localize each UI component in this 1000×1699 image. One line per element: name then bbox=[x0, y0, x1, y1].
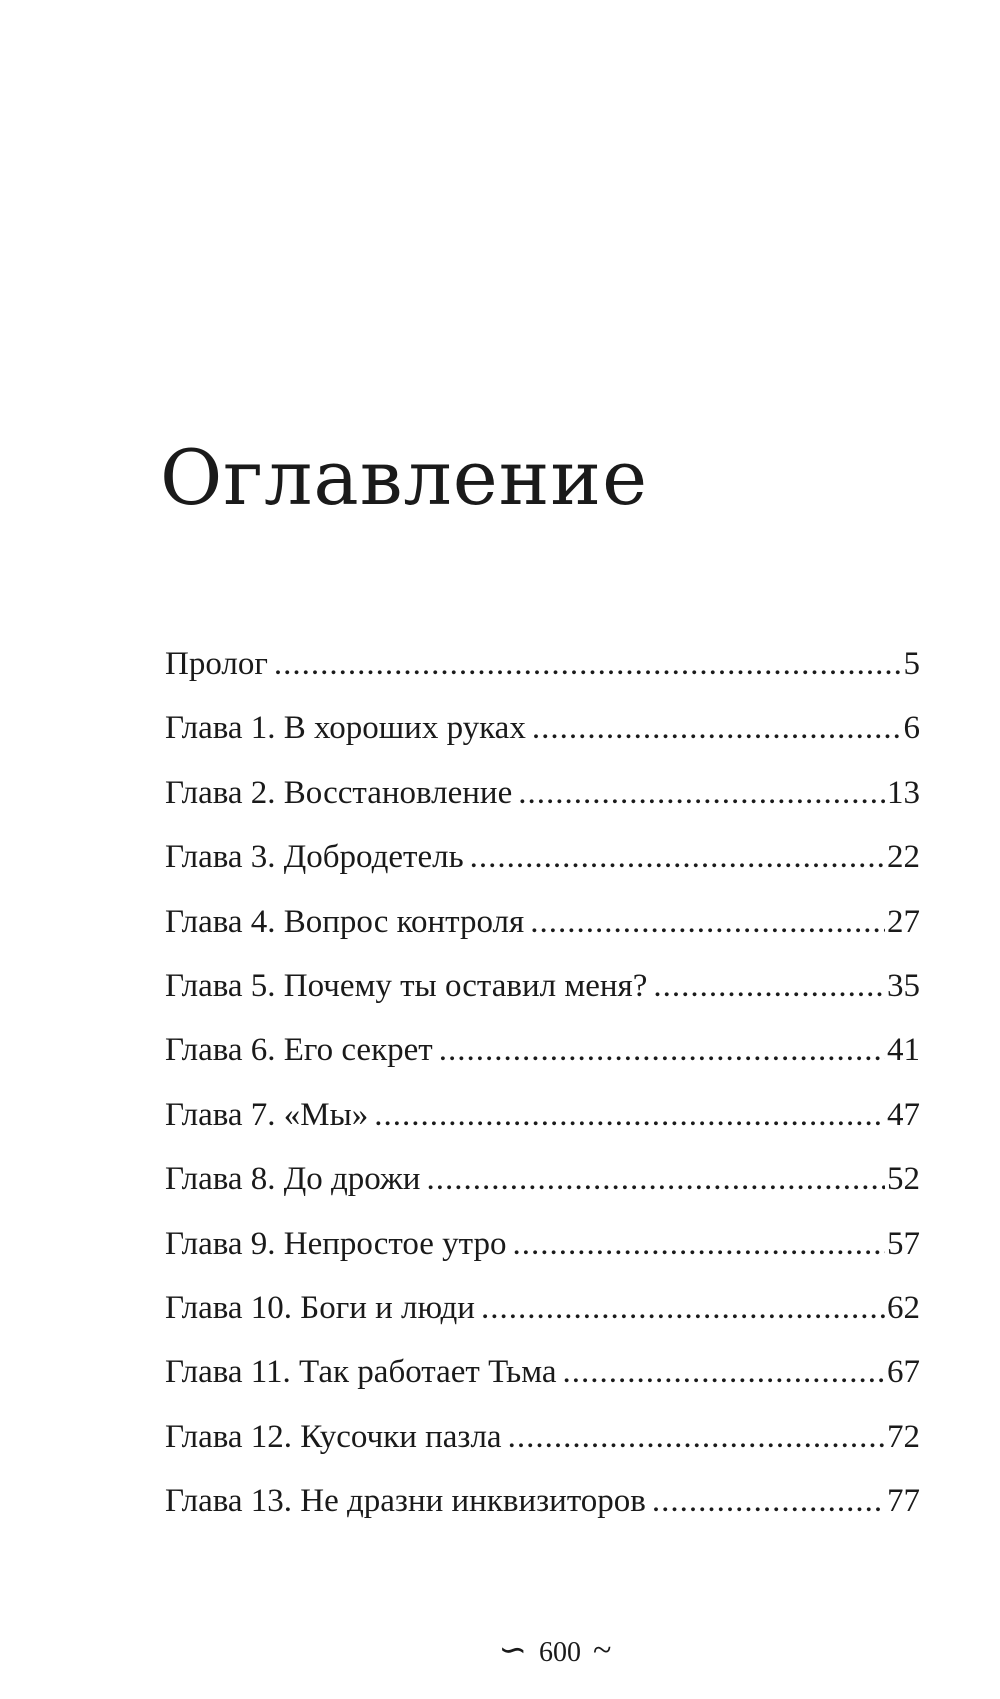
toc-entry-page: 52 bbox=[887, 1161, 920, 1198]
leader-dots bbox=[274, 646, 902, 683]
left-ornament: ∽ bbox=[498, 1632, 528, 1669]
toc-entry-label: Глава 9. Непростое утро bbox=[165, 1225, 507, 1262]
toc-entry[interactable] bbox=[165, 1032, 920, 1096]
toc-entry-label: Глава 6. Его секрет bbox=[165, 1032, 433, 1069]
toc-entry-page: 22 bbox=[887, 839, 920, 876]
right-ornament: ~ bbox=[593, 1632, 612, 1669]
page-number bbox=[0, 1630, 1000, 1670]
toc-entry-label: Глава 13. Не дразни инквизиторов bbox=[165, 1483, 646, 1520]
leader-dots bbox=[439, 1032, 885, 1069]
toc-entry-label: Глава 2. Восстановление bbox=[165, 774, 513, 811]
toc-entry[interactable] bbox=[165, 1483, 920, 1547]
toc-entry[interactable] bbox=[165, 1161, 920, 1225]
toc-entry-page: 57 bbox=[887, 1225, 920, 1262]
toc-entry[interactable] bbox=[165, 1354, 920, 1418]
leader-dots bbox=[426, 1161, 885, 1198]
toc-entry-label: Глава 3. Добродетель bbox=[165, 839, 464, 876]
toc-entry-page: 35 bbox=[887, 967, 920, 1004]
leader-dots bbox=[470, 839, 885, 876]
leader-dots bbox=[512, 1226, 885, 1263]
leader-dots bbox=[481, 1290, 885, 1327]
leader-dots bbox=[563, 1354, 885, 1391]
leader-dots bbox=[508, 1419, 885, 1456]
leader-dots bbox=[653, 968, 885, 1005]
toc-entry[interactable] bbox=[165, 839, 920, 903]
toc-entry[interactable] bbox=[165, 1226, 920, 1290]
toc-entry[interactable] bbox=[165, 968, 920, 1032]
table-of-contents bbox=[165, 646, 920, 1547]
toc-entry-label: Глава 8. До дрожи bbox=[165, 1161, 421, 1198]
toc-entry-label: Глава 4. Вопрос контроля bbox=[165, 903, 525, 940]
toc-entry[interactable] bbox=[165, 1290, 920, 1354]
leader-dots bbox=[530, 904, 885, 941]
toc-entry[interactable] bbox=[165, 1097, 920, 1161]
leader-dots bbox=[532, 710, 902, 747]
toc-entry-label: Глава 10. Боги и люди bbox=[165, 1289, 475, 1326]
toc-entry-label: Глава 12. Кусочки пазла bbox=[165, 1418, 502, 1455]
toc-entry-page: 41 bbox=[887, 1032, 920, 1069]
toc-entry-page: 72 bbox=[887, 1418, 920, 1455]
leader-dots bbox=[518, 775, 885, 812]
toc-entry-page: 5 bbox=[903, 646, 920, 682]
toc-entry-page: 6 bbox=[903, 710, 920, 747]
toc-entry-page: 27 bbox=[887, 903, 920, 940]
toc-entry-page: 77 bbox=[887, 1483, 920, 1520]
toc-entry-page: 47 bbox=[887, 1096, 920, 1133]
page-number-value: 600 bbox=[539, 1637, 582, 1668]
toc-entry[interactable] bbox=[165, 1419, 920, 1483]
toc-entry-label: Глава 1. В хороших руках bbox=[165, 710, 526, 747]
toc-entry-label: Глава 5. Почему ты оставил меня? bbox=[165, 967, 648, 1004]
leader-dots bbox=[374, 1097, 885, 1134]
toc-entry[interactable] bbox=[165, 646, 920, 710]
toc-entry-page: 67 bbox=[887, 1354, 920, 1391]
toc-entry[interactable] bbox=[165, 904, 920, 968]
toc-entry-label: Глава 7. «Мы» bbox=[165, 1096, 369, 1133]
page-title: Оглавление bbox=[160, 433, 649, 522]
leader-dots bbox=[652, 1483, 885, 1520]
toc-entry-label: Пролог bbox=[165, 646, 268, 682]
toc-entry-page: 13 bbox=[887, 774, 920, 811]
toc-entry-label: Глава 11. Так работает Тьма bbox=[165, 1354, 557, 1391]
toc-entry-page: 62 bbox=[887, 1289, 920, 1326]
toc-entry[interactable] bbox=[165, 710, 920, 774]
toc-entry[interactable] bbox=[165, 775, 920, 839]
